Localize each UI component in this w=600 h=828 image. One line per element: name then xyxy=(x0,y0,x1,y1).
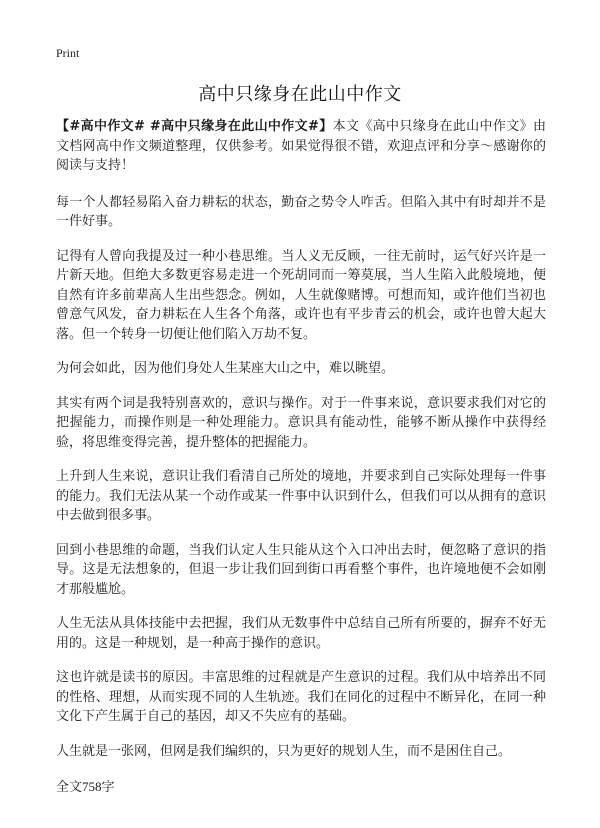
body-paragraph: 为何会如此，因为他们身处人生某座大山之中，难以眺望。 xyxy=(56,361,395,376)
article-body xyxy=(56,117,546,795)
intro-paragraph xyxy=(56,117,546,176)
word-count: 全文758字 xyxy=(56,779,115,794)
intro-text: 本文《高中只缘身在此山中作文》由文档网高中作文频道整理，仅供参考。如果觉得很不错，欢迎点评和分享～感谢你的阅读与支持！ xyxy=(56,119,546,173)
article-title: 高中只缘身在此山中作文 xyxy=(198,84,402,105)
print-link[interactable]: Print xyxy=(56,46,80,60)
body-paragraph: 回到小巷思维的命题，当我们认定人生只能从这个入口冲出去时，便忽略了意识的指导。这是无法想象的，但退一步让我们回到街口再看整个事件，也许境地便不会如刚才那般尴尬。 xyxy=(56,542,546,597)
body-paragraph: 人生无法从具体技能中去把握，我们从无数事件中总结自己所有所要的，摒弃不好无用的。这是一种规划，是一种高于操作的意识。 xyxy=(56,616,546,651)
intro-tags: 【#高中作文# #高中只缘身在此山中作文#】 xyxy=(56,119,333,134)
body-paragraph: 其实有两个词是我特别喜欢的，意识与操作。对于一件事来说，意识要求我们对它的把握能力，而操作则是一种处理能力。意识具有能动性，能够不断从操作中获得经验，将思维变得完善，提升整体的把握能力。 xyxy=(56,395,546,450)
body-paragraph: 人生就是一张网，但网是我们编织的，只为更好的规划人生，而不是困住自己。 xyxy=(56,743,512,759)
body-paragraph: 记得有人曾向我提及过一种小巷思维。当人义无反顾，一往无前时，运气好兴许是一片新天地。但绝大多数更容易走进一个死胡同而一筹莫展，当人生陷入此般境地，便自然有许多前辈高人生出些怨念。例如，人生就像赌博。可想而知，或许他们当初也曾意气风发，奋力耕耘在人生各个角落，或许也有平步青云的机会，或许也曾大起大落。但一个转身一切便让他们陷入万劫不复。 xyxy=(56,248,546,342)
body-paragraph: 每一个人都轻易陷入奋力耕耘的状态，勤奋之势令人咋舌。但陷入其中有时却并不是一件好事。 xyxy=(56,194,546,229)
body-paragraph: 上升到人生来说，意识让我们看清自己所处的境地，并要求到自己实际处理每一件事的能力。我们无法从某一个动作或某一件事中认识到什么，但我们可以从拥有的意识中去做到很多事。 xyxy=(56,469,546,523)
body-paragraph: 这也许就是读书的原因。丰富思维的过程就是产生意识的过程。我们从中培养出不同的性格、理想，从而实现不同的人生轨迹。我们在同化的过程中不断异化，在同一种文化下产生属于自己的基因，却又不失应有的基础。 xyxy=(56,670,546,724)
